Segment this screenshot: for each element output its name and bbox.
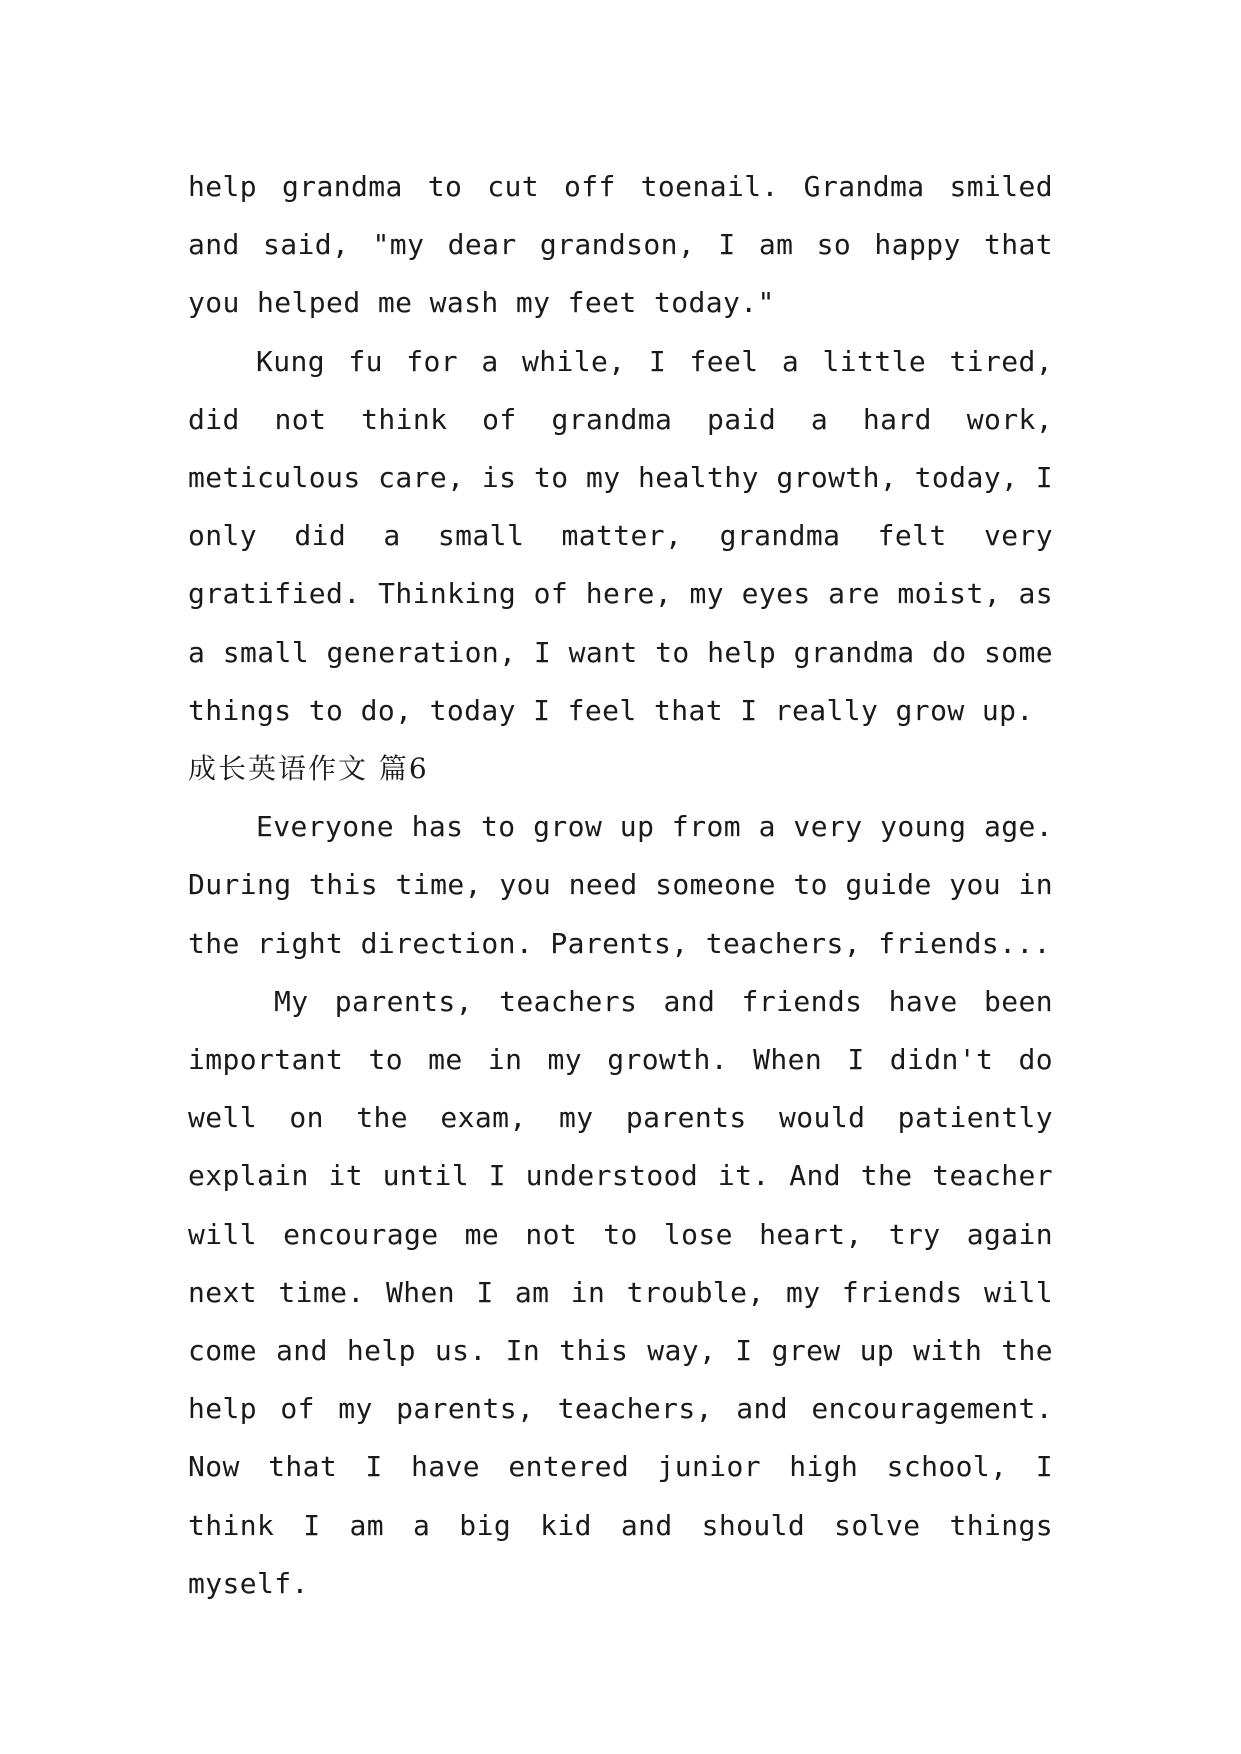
paragraph-kung-fu: Kung fu for a while, I feel a little tired, did not think of grandma paid a hard work, meticulous care, is to my healthy growth, today, I only did a small matter, grandma felt very gratified. Thinking of here, my eyes are moist, as a small generation, I want to help grandma do some things to do, today I feel that I really grow up.	[188, 344, 1053, 727]
section-heading: 成长英语作文 篇6	[188, 752, 429, 786]
paragraph-my-parents: My parents, teachers and friends have been important to me in my growth. When I didn't do well on the exam, my parents would patiently explain it until I understood it. And the teacher will encourage me not to lose heart, try again next time. When I am in trouble, my friends will come and help us. In this way, I grew up with the help of my parents, teachers, and encouragement. Now that I have entered junior high school, I think I am a big kid and should solve things myself.	[188, 984, 1053, 1600]
paragraph-everyone: Everyone has to grow up from a very young age. During this time, you need someone to guide you in the right direction. Parents, teachers, friends...	[188, 810, 1053, 960]
document-body	[188, 158, 1053, 1613]
paragraph-continuation: help grandma to cut off toenail. Grandma smiled and said, "my dear grandson, I am so happy that you helped me wash my feet today."	[188, 170, 1053, 320]
